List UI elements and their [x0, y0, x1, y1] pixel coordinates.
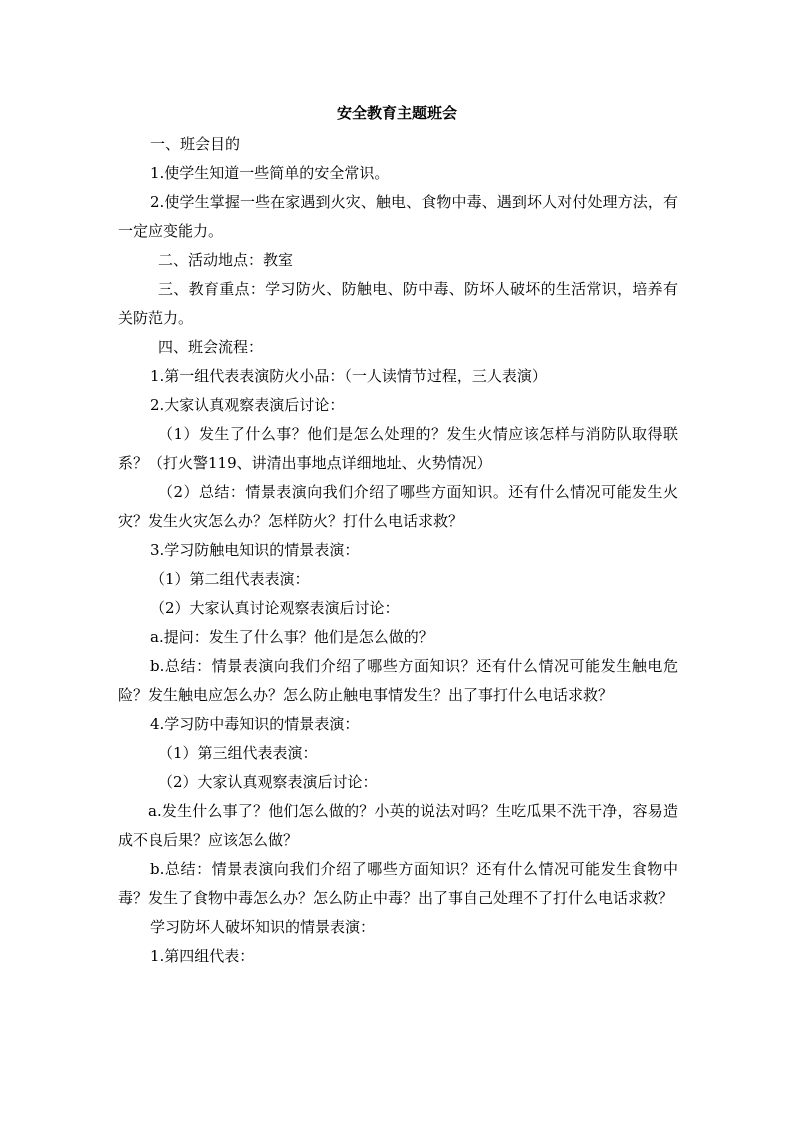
paragraph: 1.第四组代表：	[150, 947, 255, 965]
paragraph: b.总结：情景表演向我们介绍了哪些方面知识？还有什么情况可能发生食物中毒？发生了食物中毒怎么办？怎么防止中毒？出了事自己处理不了打什么电话求救？	[118, 860, 678, 907]
paragraph: a.发生什么事了？他们怎么做的？小英的说法对吗？生吃瓜果不洗干净，容易造成不良后果？应该怎么做？	[118, 802, 678, 849]
section-heading-location: 二、活动地点：教室	[158, 251, 294, 269]
section-heading-purpose: 一、班会目的	[150, 135, 241, 153]
paragraph: （2）大家认真讨论观察表演后讨论：	[150, 599, 400, 617]
paragraph: （1）第二组代表表演：	[150, 570, 310, 588]
paragraph: （2）大家认真观察表演后讨论：	[158, 773, 378, 791]
paragraph: 2.使学生掌握一些在家遇到火灾、触电、食物中毒、遇到坏人对付处理方法，有一定应变能力。	[118, 193, 678, 240]
paragraph: 学习防坏人破坏知识的情景表演：	[150, 918, 376, 936]
document-title: 安全教育主题班会	[336, 104, 457, 122]
paragraph: 2.大家认真观察表演后讨论：	[150, 396, 345, 414]
section-heading-focus: 三、教育重点：学习防火、防触电、防中毒、防坏人破坏的生活常识，培养有关防范力。	[118, 280, 678, 327]
paragraph: （2）总结：情景表演向我们介绍了哪些方面知识。还有什么情况可能发生火灾？发生火灾怎么办？怎样防火？打什么电话求救？	[118, 483, 678, 530]
paragraph: b.总结：情景表演向我们介绍了哪些方面知识？还有什么情况可能发生触电危险？发生触电应怎么办？怎么防止触电事情发生？出了事打什么电话求救？	[118, 657, 678, 704]
paragraph: 3.学习防触电知识的情景表演：	[150, 541, 360, 559]
section-heading-process: 四、班会流程：	[158, 338, 264, 356]
paragraph: （1）发生了什么事？他们是怎么处理的？发生火情应该怎样与消防队取得联系？（打火警119、讲清出事地点详细地址、火势情况）	[118, 425, 678, 472]
paragraph: 1.使学生知道一些简单的安全常识。	[150, 164, 390, 182]
paragraph: a.提问：发生了什么事？他们是怎么做的？	[150, 628, 434, 646]
paragraph: （1）第三组代表表演：	[158, 744, 318, 762]
paragraph: 4.学习防中毒知识的情景表演：	[150, 715, 360, 733]
paragraph: 1.第一组代表表演防火小品：（一人读情节过程，三人表演）	[150, 367, 547, 385]
document-body	[118, 130, 678, 971]
